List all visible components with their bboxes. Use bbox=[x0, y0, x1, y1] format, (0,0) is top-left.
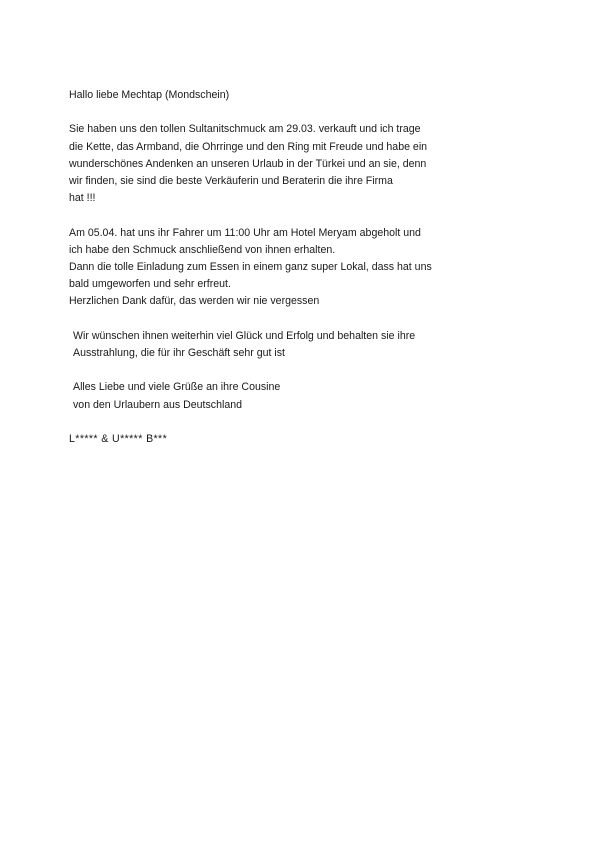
greeting: Hallo liebe Mechtap (Mondschein) bbox=[69, 89, 230, 101]
text-line: Am 05.04. hat uns ihr Fahrer um 11:00 Uhr am Hotel Meryam abgeholt und bbox=[69, 226, 421, 239]
text-line: Sie haben uns den tollen Sultanitschmuck am 29.03. verkauft und ich trage bbox=[69, 123, 421, 136]
paragraph-gap bbox=[69, 104, 509, 121]
paragraph-closing bbox=[69, 379, 509, 413]
paragraph-gap bbox=[69, 311, 509, 328]
paragraph-purchase bbox=[69, 121, 509, 207]
text-line: Dann die tolle Einladung zum Essen in einem ganz super Lokal, dass hat uns bbox=[69, 261, 432, 273]
text-line: bald umgeworfen und sehr erfreut. bbox=[69, 278, 231, 291]
signature: L***** & U***** B*** bbox=[69, 432, 168, 445]
text-line: die Kette, das Armband, die Ohrringe und den Ring mit Freude und habe ein bbox=[69, 140, 428, 153]
paragraph-gap bbox=[69, 414, 509, 431]
text-line: Herzlichen Dank dafür, das werden wir nie vergessen bbox=[69, 295, 320, 308]
text-line: hat !!! bbox=[69, 192, 96, 205]
paragraph-pickup bbox=[69, 225, 509, 311]
paragraph-gap bbox=[69, 362, 509, 379]
text-line: von den Urlaubern aus Deutschland bbox=[73, 398, 243, 411]
paragraph-wishes bbox=[69, 328, 509, 362]
text-line: Ausstrahlung, die für ihr Geschäft sehr gut ist bbox=[73, 347, 285, 359]
text-line: wunderschönes Andenken an unseren Urlaub in der Türkei und an sie, denn bbox=[69, 157, 427, 170]
text-line: ich habe den Schmuck anschließend von ihnen erhalten. bbox=[69, 243, 336, 256]
letter-body bbox=[69, 87, 509, 448]
text-line: Alles Liebe und viele Grüße an ihre Cousine bbox=[73, 381, 281, 394]
paragraph-gap bbox=[69, 207, 509, 224]
text-line: wir finden, sie sind die beste Verkäuferin und Beraterin die ihre Firma bbox=[69, 175, 393, 187]
text-line: Wir wünschen ihnen weiterhin viel Glück und Erfolg und behalten sie ihre bbox=[73, 329, 416, 342]
